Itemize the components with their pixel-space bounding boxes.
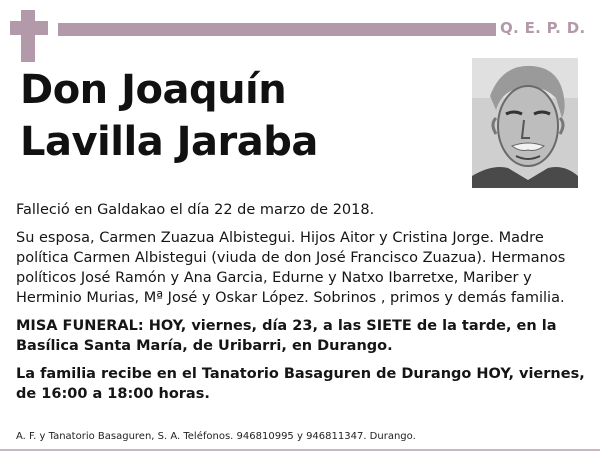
funeral-notice: MISA FUNERAL: HOY, viernes, día 23, a las SIETE de la tarde, en la Basílica Santa María, de Uribarri, en Durango. [16,318,557,354]
name-line-2: Lavilla Jaraba [20,119,318,165]
cross-icon [10,10,48,62]
bottom-rule [0,449,600,451]
death-notice: Falleció en Galdakao el día 22 de marzo de 2018. [16,202,375,218]
visitation-notice: La familia recibe en el Tanatorio Basaguren de Durango HOY, viernes, de 16:00 a 18:00 horas. [16,366,585,402]
obituary-body [16,200,588,412]
deceased-name [20,64,318,168]
family-list: Su esposa, Carmen Zuazua Albistegui. Hijos Aitor y Cristina Jorge. Madre política Carmen Albistegui (viuda de don José Francisco Zuazua). Hermanos políticos José Ramón y Ana Garcia, Edurne y Natxo Ibarretxe, Mariber y Herminio Murias, Mª José y Oskar López. Sobrinos , primos y demás familia. [16,230,566,306]
qepd-badge: Q. E. P. D. [500,19,586,37]
funeral-home-footer: A. F. y Tanatorio Basaguren, S. A. Teléfonos. 946810995 y 946811347. Durango. [16,431,416,442]
name-line-1: Don Joaquín [20,67,287,113]
header-rule [58,23,496,36]
portrait-photo [472,58,578,188]
portrait-photo-icon [472,58,578,188]
